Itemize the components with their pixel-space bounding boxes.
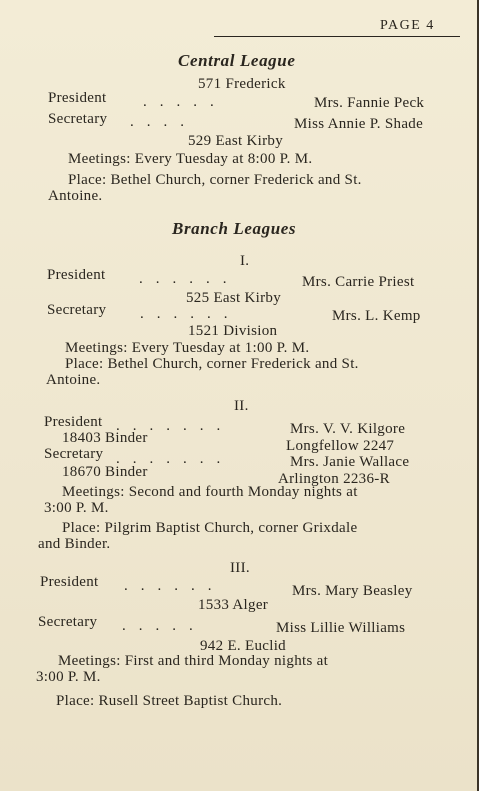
branch-numeral: II. — [234, 398, 249, 414]
leader-dots: ..... — [143, 94, 227, 110]
branch-1-president-label: President — [47, 267, 106, 283]
header-rule — [214, 36, 460, 37]
branch-leagues-heading: Branch Leagues — [172, 219, 297, 238]
central-president-name: Mrs. Fannie Peck — [314, 95, 425, 111]
branch-2-secretary-phone: Arlington 2236-R — [278, 471, 390, 487]
branch-3-secretary-name: Miss Lillie Williams — [276, 620, 406, 636]
branch-2-place-line2: and Binder. — [38, 536, 111, 552]
branch-3-secretary-address: 942 E. Euclid — [200, 638, 286, 654]
branch-2-president-label: President — [44, 414, 103, 430]
branch-3-meetings-line2: 3:00 P. M. — [36, 669, 101, 685]
branch-1-place-line1: Place: Bethel Church, corner Frederick and St. — [65, 356, 359, 372]
central-place-line2: Antoine. — [48, 188, 103, 204]
central-secretary-label: Secretary — [48, 111, 108, 127]
branch-1-secretary-label: Secretary — [47, 302, 107, 318]
branch-1-secretary-name: Mrs. L. Kemp — [332, 308, 421, 324]
leader-dots: ...... — [139, 271, 240, 287]
branch-3-president-label: President — [40, 574, 99, 590]
central-meetings: Meetings: Every Tuesday at 8:00 P. M. — [68, 151, 313, 167]
central-league-heading: Central League — [178, 51, 296, 70]
branch-2-secretary-name: Mrs. Janie Wallace — [290, 454, 410, 470]
branch-1-president-address: 525 East Kirby — [186, 290, 282, 306]
branch-3-place: Place: Rusell Street Baptist Church. — [56, 693, 283, 709]
branch-3-meetings-line1: Meetings: First and third Monday nights at — [58, 653, 329, 669]
branch-2-secretary-label: Secretary — [44, 446, 104, 462]
branch-1-secretary-address: 1521 Division — [188, 323, 278, 339]
branch-numeral: III. — [230, 560, 250, 576]
leader-dots: ....... — [116, 418, 234, 434]
branch-2-meetings-line1: Meetings: Second and fourth Monday nights at — [62, 484, 358, 500]
central-secretary-address: 529 East Kirby — [188, 133, 284, 149]
leader-dots: .... — [130, 114, 197, 130]
central-place-line1: Place: Bethel Church, corner Frederick and St. — [68, 172, 362, 188]
branch-2-meetings-line2: 3:00 P. M. — [44, 500, 109, 516]
page-number: PAGE 4 — [380, 18, 435, 33]
central-address: 571 Frederick — [198, 76, 286, 92]
central-secretary-name: Miss Annie P. Shade — [294, 116, 424, 132]
branch-2-president-name: Mrs. V. V. Kilgore — [290, 421, 406, 437]
branch-2-president-phone: Longfellow 2247 — [286, 438, 395, 454]
branch-numeral: I. — [240, 253, 250, 269]
branch-2-secretary-address: 18670 Binder — [62, 464, 148, 480]
branch-2-president-address: 18403 Binder — [62, 430, 148, 446]
branch-1-president-name: Mrs. Carrie Priest — [302, 274, 415, 290]
leader-dots: ...... — [140, 306, 241, 322]
branch-1-place-line2: Antoine. — [46, 372, 101, 388]
leader-dots: ..... — [122, 618, 206, 634]
branch-2-place-line1: Place: Pilgrim Baptist Church, corner Grixdale — [62, 520, 358, 536]
branch-3-president-name: Mrs. Mary Beasley — [292, 583, 413, 599]
leader-dots: ...... — [124, 578, 225, 594]
branch-3-secretary-label: Secretary — [38, 614, 98, 630]
branch-1-meetings: Meetings: Every Tuesday at 1:00 P. M. — [65, 340, 310, 356]
central-president-label: President — [48, 90, 107, 106]
branch-3-president-address: 1533 Alger — [198, 597, 269, 613]
leader-dots: ....... — [116, 451, 234, 467]
